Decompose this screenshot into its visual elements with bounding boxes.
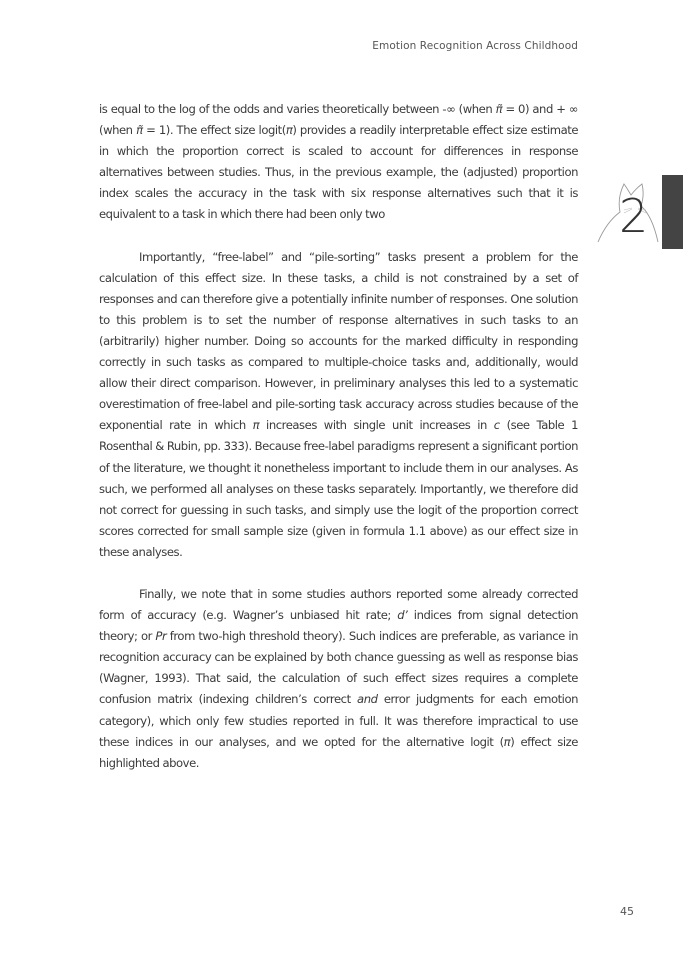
text-run: Importantly, “free-label” and “pile-sorting” tasks present a problem for the calculation of this effect size. In these tasks, a child is not constrained by a set of responses and can therefore give a potentially infinite number of responses. One solution to this problem is to set the number of response alternatives in such tasks to an (arbitrarily) higher number. Doing so accounts for the marked difficulty in responding correctly in such tasks as compared to multiple-choice tasks and, additionally, would allow their direct comparison. However, in preliminary analyses this led to a systematic overestimation of free-label and pile-sorting task accuracy across studies because of the exponential rate in which — [99, 249, 578, 433]
chapter-thumb-tab — [662, 175, 683, 249]
text-run: indices from signal detection theory; or — [99, 608, 578, 644]
text-run: increases with single unit increases in — [259, 418, 494, 433]
italic-term: and — [357, 692, 378, 707]
paragraph-2 — [99, 247, 578, 563]
italic-term: π — [252, 418, 260, 433]
text-run: Finally, we note that in some studies authors reported some already corrected form of accuracy (e.g. Wagner’s unbiased hit rate; — [99, 586, 578, 623]
italic-term: π — [503, 734, 511, 749]
text-run: (see Table 1 Rosenthal & Rubin, pp. 333). Because free-label paradigms represent a significant portion of the literature, we thought it nonetheless important to include them in our analyses. As such, we performed all analyses on these tasks separately. Importantly, we therefore did not correct for guessing in such tasks, and simply use the logit of the proportion correct scores corrected for small sample size (given in formula 1.1 above) as our effect size in these analyses. — [99, 418, 579, 559]
body-text — [99, 99, 578, 795]
italic-term: d’ — [397, 608, 408, 623]
text-run: = 1). The effect size logit( — [142, 123, 286, 138]
paragraph-3 — [99, 584, 578, 774]
chapter-number: 2 — [619, 189, 649, 243]
italic-term: π — [285, 123, 293, 138]
page-number: 45 — [620, 905, 634, 918]
text-run: = 0) and + ∞ (when — [99, 102, 579, 138]
italic-term: c — [493, 418, 500, 433]
running-head: Emotion Recognition Across Childhood — [372, 40, 578, 52]
italic-term: Pr — [155, 629, 167, 644]
text-run: ) provides a readily interpretable effect size estimate in which the proportion correct is scaled to account for differences in response alternatives between studies. Thus, in the previous example, the (adjusted) proportion index scales the accuracy in the task with six response alternatives such that it is equivalent to a task in which there had been only two — [99, 123, 578, 222]
italic-term: π̃ — [495, 102, 503, 116]
italic-term: π̃ — [136, 123, 143, 138]
text-run: from two-high threshold theory). Such indices are preferable, as variance in recognition accuracy can be explained by both chance guessing as well as response bias (Wagner, 1993). That said, the calculation of such effect sizes requires a complete confusion matrix (indexing children’s correct — [99, 629, 578, 707]
text-run: error judgments for each emotion category), which only few studies reported in full. It was therefore impractical to use these indices in our analyses, and we opted for the alternative logit ( — [99, 692, 578, 749]
text-run: is equal to the log of the odds and varies theoretically between -∞ (when — [99, 102, 496, 116]
paragraph-1 — [99, 99, 578, 226]
text-run: ) effect size highlighted above. — [99, 734, 578, 770]
